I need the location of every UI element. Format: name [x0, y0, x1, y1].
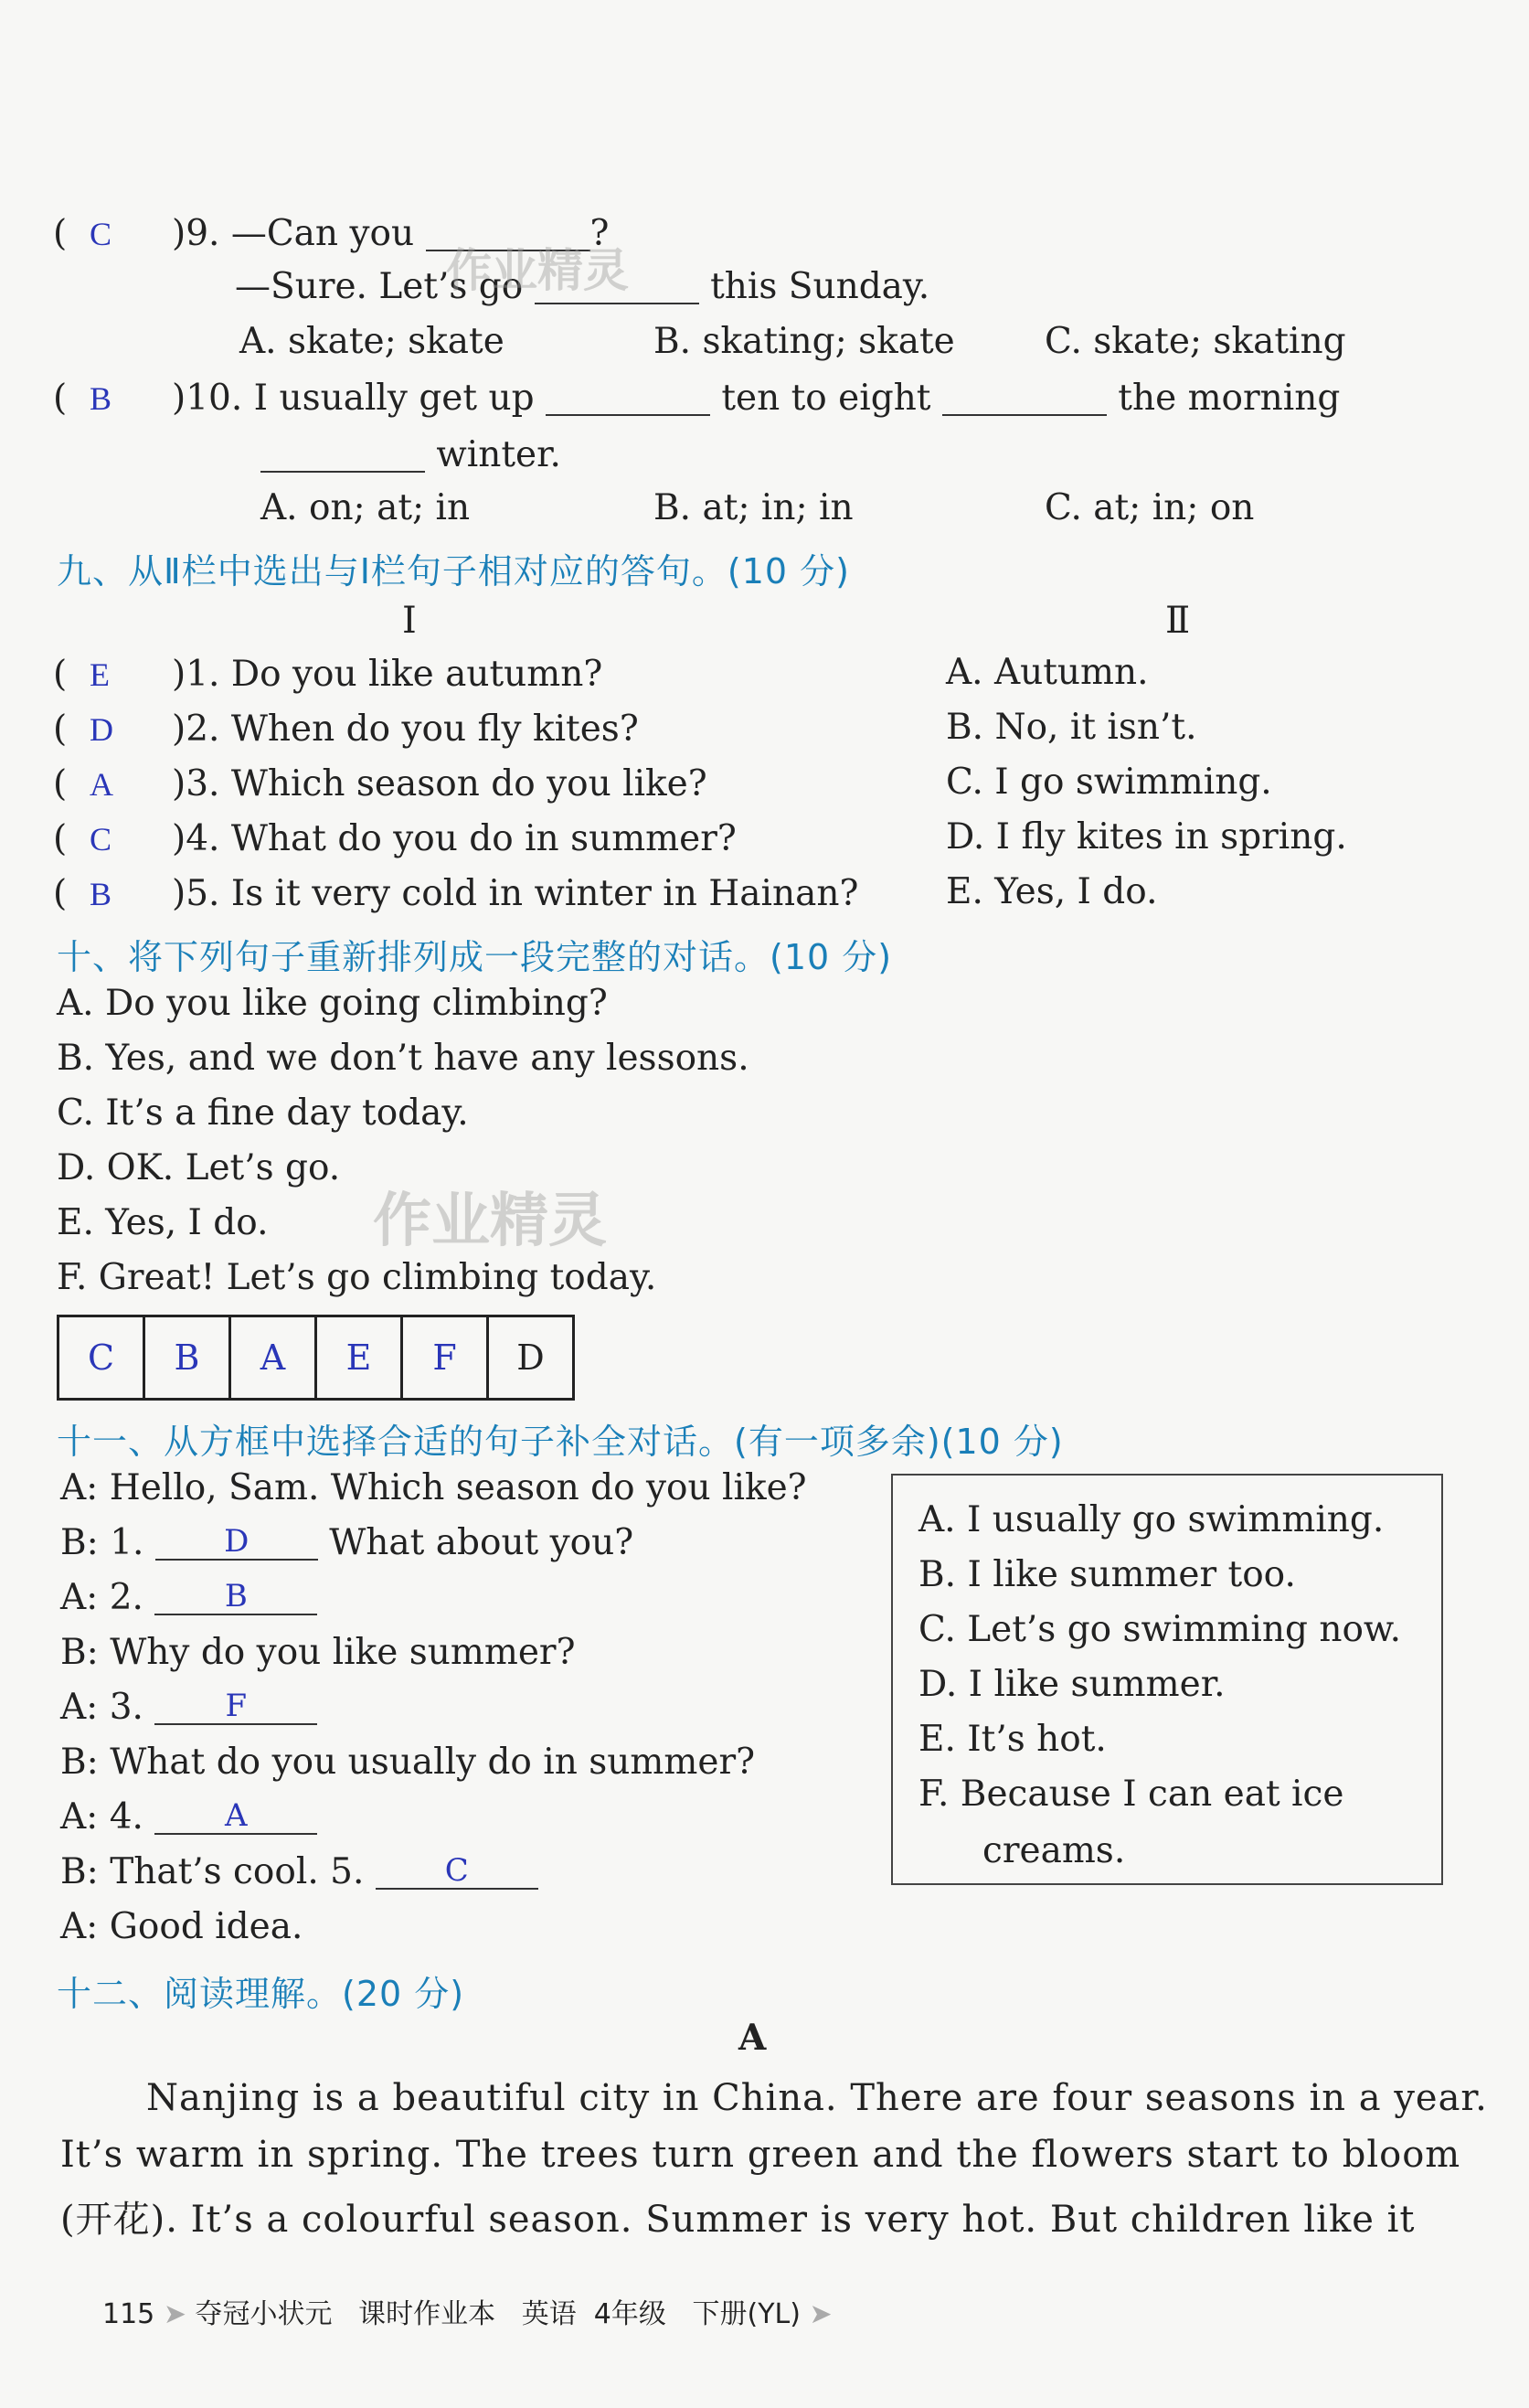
- box-option: C. Let’s go swimming now.: [918, 1609, 1402, 1650]
- order-cell: B: [144, 1316, 230, 1400]
- column-ii-header: Ⅱ: [1165, 600, 1191, 642]
- order-answer-table: [57, 1315, 575, 1401]
- dialogue-line: A: Hello, Sam. Which season do you like?: [60, 1467, 807, 1508]
- section-10-title: 十、将下列句子重新排列成一段完整的对话。(10 分): [57, 937, 893, 977]
- dialogue-sentence: C. It’s a fine day today.: [57, 1092, 469, 1134]
- q10-blank-3: [260, 440, 425, 473]
- order-cell: A: [230, 1316, 316, 1400]
- volume: 下册(YL): [692, 2298, 801, 2330]
- dialogue-fill: A: [225, 1797, 248, 1834]
- dialogue-sentence: D. OK. Let’s go.: [57, 1147, 341, 1188]
- passage-line: Nanjing is a beautiful city in China. There are four seasons in a year.: [146, 2077, 1488, 2119]
- q10-blank-2: [942, 383, 1107, 416]
- grade: 4年级: [593, 2298, 666, 2330]
- dialogue-line: B: What do you usually do in summer?: [60, 1742, 756, 1783]
- matching-option: D. I fly kites in spring.: [946, 816, 1347, 858]
- passage-label: A: [738, 2017, 767, 2059]
- matching-answer: D: [90, 711, 114, 748]
- series-name: 夺冠小状元: [195, 2298, 333, 2330]
- q10-line1: ( B )10. I usually get up ten to eight the morning: [53, 378, 1341, 419]
- book-name: 课时作业本: [358, 2298, 496, 2330]
- q10-option-b: B. at; in; in: [653, 487, 854, 528]
- q9-option-c: C. skate; skating: [1045, 321, 1346, 362]
- matching-answer: A: [90, 766, 114, 803]
- box-option: A. I usually go swimming.: [918, 1499, 1385, 1540]
- box-option: F. Because I can eat ice: [918, 1774, 1344, 1815]
- q9-line1: ( C )9. —Can you ?: [53, 213, 610, 254]
- matching-option: A. Autumn.: [946, 652, 1149, 693]
- q9-option-b: B. skating; skate: [653, 321, 955, 362]
- box-option-continued: creams.: [982, 1830, 1126, 1871]
- section-12-title: 十二、阅读理解。(20 分): [57, 1974, 465, 2014]
- matching-item: ( B )5. Is it very cold in winter in Hainan?: [53, 873, 859, 914]
- chevron-right-icon: ➤: [809, 2298, 833, 2330]
- order-cell: D: [488, 1316, 574, 1400]
- matching-item: ( D )2. When do you fly kites?: [53, 709, 639, 750]
- q9-option-a: A. skate; skate: [239, 321, 504, 362]
- dialogue-sentence: E. Yes, I do.: [57, 1202, 269, 1243]
- matching-item: ( C )4. What do you do in summer?: [53, 818, 737, 859]
- q9-answer: C: [90, 216, 112, 252]
- q9-line2: —Sure. Let’s go this Sunday.: [235, 266, 930, 307]
- dialogue-fill: B: [224, 1578, 248, 1614]
- order-cell: E: [316, 1316, 402, 1400]
- dialogue-sentence: A. Do you like going climbing?: [57, 983, 608, 1024]
- passage-line: (开花). It’s a colourful season. Summer is very hot. But children like it: [60, 2199, 1416, 2241]
- q10-answer: B: [90, 380, 112, 417]
- subject: 英语: [521, 2298, 577, 2330]
- dialogue-line: B: Why do you like summer?: [60, 1632, 576, 1673]
- page-number: 115: [102, 2298, 155, 2330]
- dialogue-line: B: 1. D What about you?: [60, 1522, 634, 1563]
- dialogue-fill: F: [225, 1688, 248, 1724]
- dialogue-line: A: Good idea.: [60, 1906, 303, 1947]
- q10-blank-1: [546, 383, 710, 416]
- page-footer: [102, 2291, 833, 2331]
- dialogue-sentence: F. Great! Let’s go climbing today.: [57, 1257, 657, 1298]
- matching-answer: B: [90, 876, 112, 912]
- dialogue-line: A: 4. A: [60, 1799, 317, 1835]
- chevron-right-icon: ➤: [163, 2298, 186, 2330]
- matching-item: ( A )3. Which season do you like?: [53, 763, 707, 804]
- q10-line2: winter.: [260, 437, 561, 473]
- box-option: B. I like summer too.: [918, 1554, 1296, 1595]
- section-9-title: 九、从Ⅱ栏中选出与Ⅰ栏句子相对应的答句。(10 分): [57, 551, 850, 591]
- matching-answer: E: [90, 656, 111, 693]
- matching-item: ( E )1. Do you like autumn?: [53, 654, 603, 695]
- matching-option: B. No, it isn’t.: [946, 707, 1197, 748]
- watermark: 作业精灵: [446, 244, 629, 297]
- dialogue-sentence: B. Yes, and we don’t have any lessons.: [57, 1038, 749, 1079]
- dialogue-line: A: 2. B: [60, 1580, 317, 1615]
- box-option: D. I like summer.: [918, 1664, 1226, 1705]
- watermark: 作业精灵: [373, 1188, 607, 1255]
- dialogue-line: A: 3. F: [60, 1689, 317, 1725]
- q10-option-a: A. on; at; in: [260, 487, 471, 528]
- option-box: [891, 1474, 1443, 1885]
- dialogue-line: B: That’s cool. 5. C: [60, 1854, 538, 1890]
- order-cell: C: [58, 1316, 144, 1400]
- matching-answer: C: [90, 821, 112, 858]
- box-option: E. It’s hot.: [918, 1719, 1107, 1760]
- section-11-title: 十一、从方框中选择合适的句子补全对话。(有一项多余)(10 分): [57, 1422, 1064, 1462]
- order-cell: F: [402, 1316, 488, 1400]
- column-i-header: Ⅰ: [402, 600, 417, 642]
- dialogue-fill: C: [444, 1852, 469, 1889]
- passage-line: It’s warm in spring. The trees turn green and the flowers start to bloom: [60, 2134, 1461, 2176]
- dialogue-fill: D: [224, 1523, 250, 1560]
- matching-option: C. I go swimming.: [946, 762, 1272, 803]
- matching-option: E. Yes, I do.: [946, 871, 1158, 912]
- q10-option-c: C. at; in; on: [1045, 487, 1255, 528]
